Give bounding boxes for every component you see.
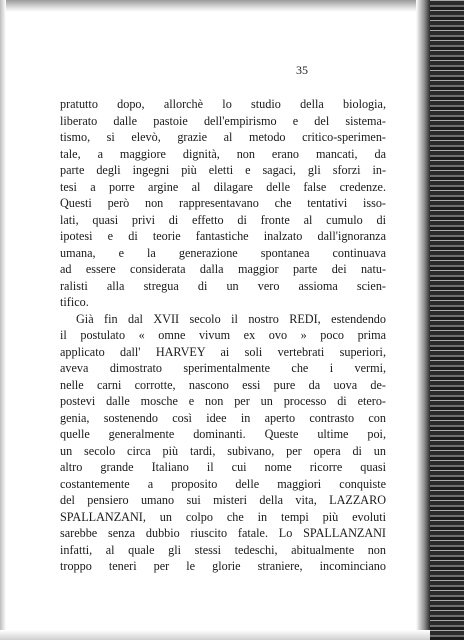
text-line: umana, e la generazione spontanea continuava: [60, 245, 386, 260]
text-line: ralisti alla stregua di un vero assioma scien-: [60, 278, 386, 293]
text-line: SPALLANZANI, un colpo che in tempi più evoluti: [60, 509, 386, 524]
paragraph-start-line: Già fin dal XVII secolo il nostro REDI, estendendo: [76, 311, 386, 326]
text-line: troppo teneri per le glorie straniere, incominciano: [60, 559, 386, 573]
text-line: un secolo circa più tardi, subivano, per opera di un: [60, 443, 386, 458]
text-line: applicato dall' HARVEY ai soli vertebrati superiori,: [60, 344, 386, 359]
text-line: tale, a maggiore dignità, non erano mancati, da: [60, 146, 386, 161]
text-line: infatti, al quale gli stessi tedeschi, abitualmente non: [60, 542, 386, 557]
paragraph-end-line: tifico.: [60, 295, 89, 309]
text-line: liberato dalle pastoie dell'empirismo e del sistema-: [60, 113, 386, 128]
text-line: nelle carni corrotte, nascono essi pure da uova de-: [60, 377, 386, 392]
text-line: Questi però non rappresentavano che tentativi isso-: [60, 196, 386, 210]
text-line: tesi a porre argine al dilagare delle false credenze.: [60, 179, 386, 194]
text-line: postevi dalle mosche e non per un processo di etero-: [60, 394, 386, 408]
text-line: ipotesi e di teorie fantastiche inalzato dall'ignoranza: [60, 229, 386, 243]
scan-top-edge: [0, 0, 464, 12]
text-line: del pensiero umano sui misteri della vita, LAZZARO: [60, 493, 386, 507]
text-line: genia, sostenendo così idee in aperto contrasto con: [60, 410, 386, 425]
text-line: parte degli ingegni più eletti e sagaci, gli sforzi in-: [60, 163, 386, 177]
text-line: sarebbe senza dubbio riuscito fatale. Lo SPALLANZANI: [60, 526, 386, 540]
text-line: tismo, si elevò, grazie al metodo critico-sperimen-: [60, 130, 386, 144]
page-number: 35: [296, 63, 308, 77]
scan-bottom-edge: [0, 630, 430, 640]
text-line: il postulato « omne vivum ex ovo » poco prima: [60, 328, 386, 342]
text-line: quelle generalmente dominanti. Queste ultime poi,: [60, 427, 386, 441]
text-line: pratutto dopo, allorchè lo studio della biologia,: [60, 97, 386, 111]
text-line: aveva dimostrato sperimentalmente che i vermi,: [60, 361, 386, 375]
body-text: [60, 96, 386, 575]
scan-left-edge: [0, 0, 6, 640]
book-spine-edge: [430, 0, 464, 640]
text-line: ad essere considerata dalla maggior parte dei natu-: [60, 262, 386, 276]
text-line: altro grande Italiano il cui nome ricorre quasi: [60, 460, 386, 474]
text-line: lati, quasi privi di effetto di fronte al cumulo di: [60, 212, 386, 227]
text-line: costantemente a proposito delle maggiori conquiste: [60, 476, 386, 491]
